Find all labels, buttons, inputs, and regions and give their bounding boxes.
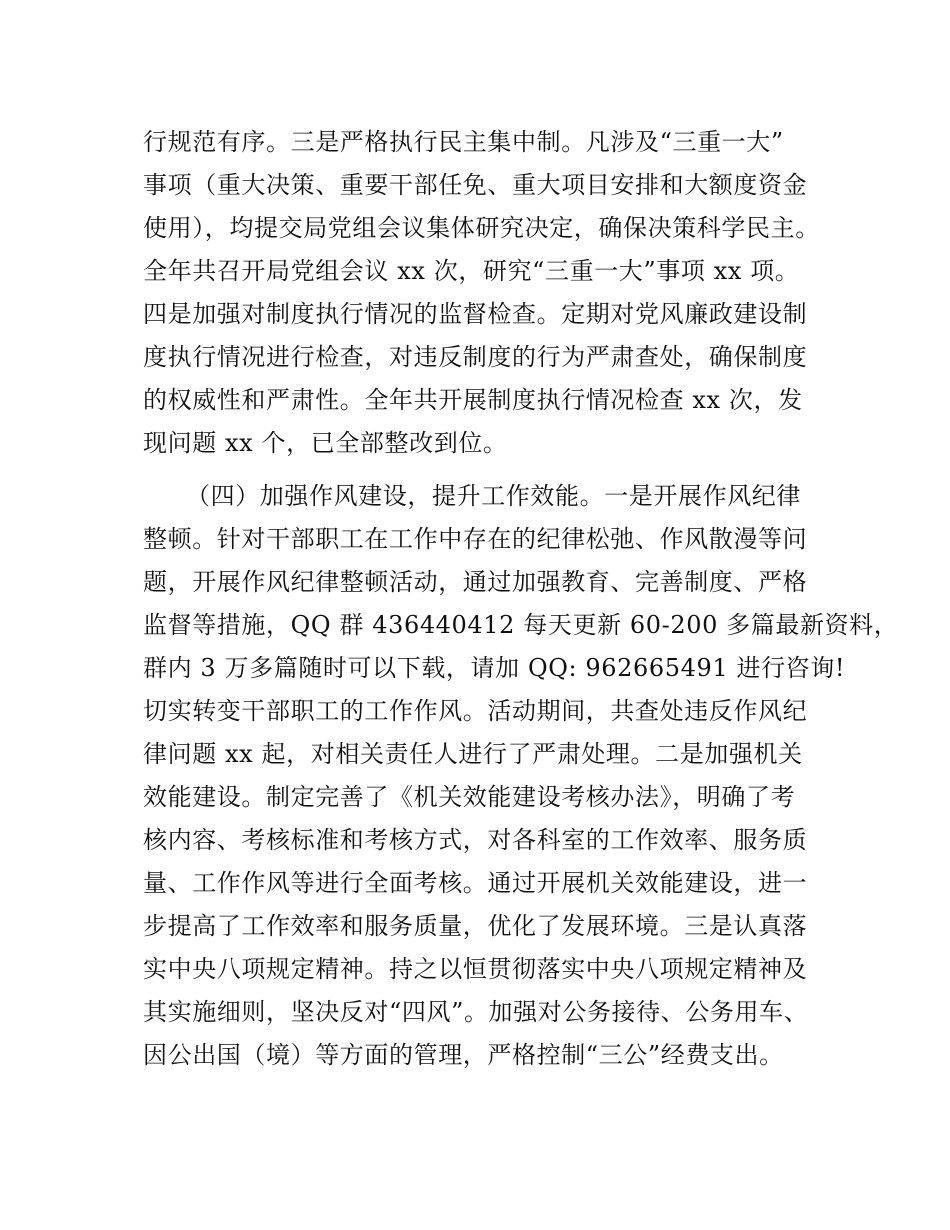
text-line: 现问题 xx 个，已全部整改到位。 [143, 429, 508, 457]
text-line: 监督等措施，QQ 群 436440412 每天更新 60-200 多篇最新资料， [143, 611, 899, 639]
text-line: 全年共召开局党组会议 xx 次，研究“三重一大”事项 xx 项。 [143, 257, 800, 285]
text-line: 使用），均提交局党组会议集体研究决定，确保决策科学民主。 [143, 214, 820, 242]
text-line: 整顿。针对干部职工在工作中存在的纪律松弛、作风散漫等问 [143, 525, 808, 553]
text-line: 行规范有序。三是严格执行民主集中制。凡涉及“三重一大” [143, 128, 784, 156]
text-line: 其实施细则，坚决反对“四风”。加强对公务接待、公务用车、 [143, 998, 809, 1026]
text-line: 效能建设。制定完善了《机关效能建设考核办法》，明确了考 [143, 783, 796, 811]
text-line: 实中央八项规定精神。持之以恒贯彻落实中央八项规定精神及 [143, 955, 808, 983]
text-line: （四）加强作风建设，提升工作效能。一是开展作风纪律 [186, 482, 801, 510]
text-line: 核内容、考核标准和考核方式，对各科室的工作效率、服务质 [143, 826, 808, 854]
text-line: 步提高了工作效率和服务质量，优化了发展环境。三是认真落 [143, 912, 808, 940]
text-line: 切实转变干部职工的工作作风。活动期间，共查处违反作风纪 [143, 697, 808, 725]
text-line: 度执行情况进行检查，对违反制度的行为严肃查处，确保制度 [143, 343, 808, 371]
text-line: 题，开展作风纪律整顿活动，通过加强教育、完善制度、严格 [143, 568, 808, 596]
text-line: 律问题 xx 起，对相关责任人进行了严肃处理。二是加强机关 [143, 740, 803, 768]
text-line: 四是加强对制度执行情况的监督检查。定期对党风廉政建设制 [143, 300, 808, 328]
text-line: 的权威性和严肃性。全年共开展制度执行情况检查 xx 次，发 [143, 386, 803, 414]
text-line: 因公出国（境）等方面的管理，严格控制“三公”经费支出。 [143, 1041, 784, 1069]
text-line: 群内 3 万多篇随时可以下载，请加 QQ: 962665491 进行咨询! [143, 654, 846, 682]
text-line: 量、工作作风等进行全面考核。通过开展机关效能建设，进一 [143, 869, 808, 897]
text-line: 事项（重大决策、重要干部任免、重大项目安排和大额度资金 [143, 171, 808, 199]
